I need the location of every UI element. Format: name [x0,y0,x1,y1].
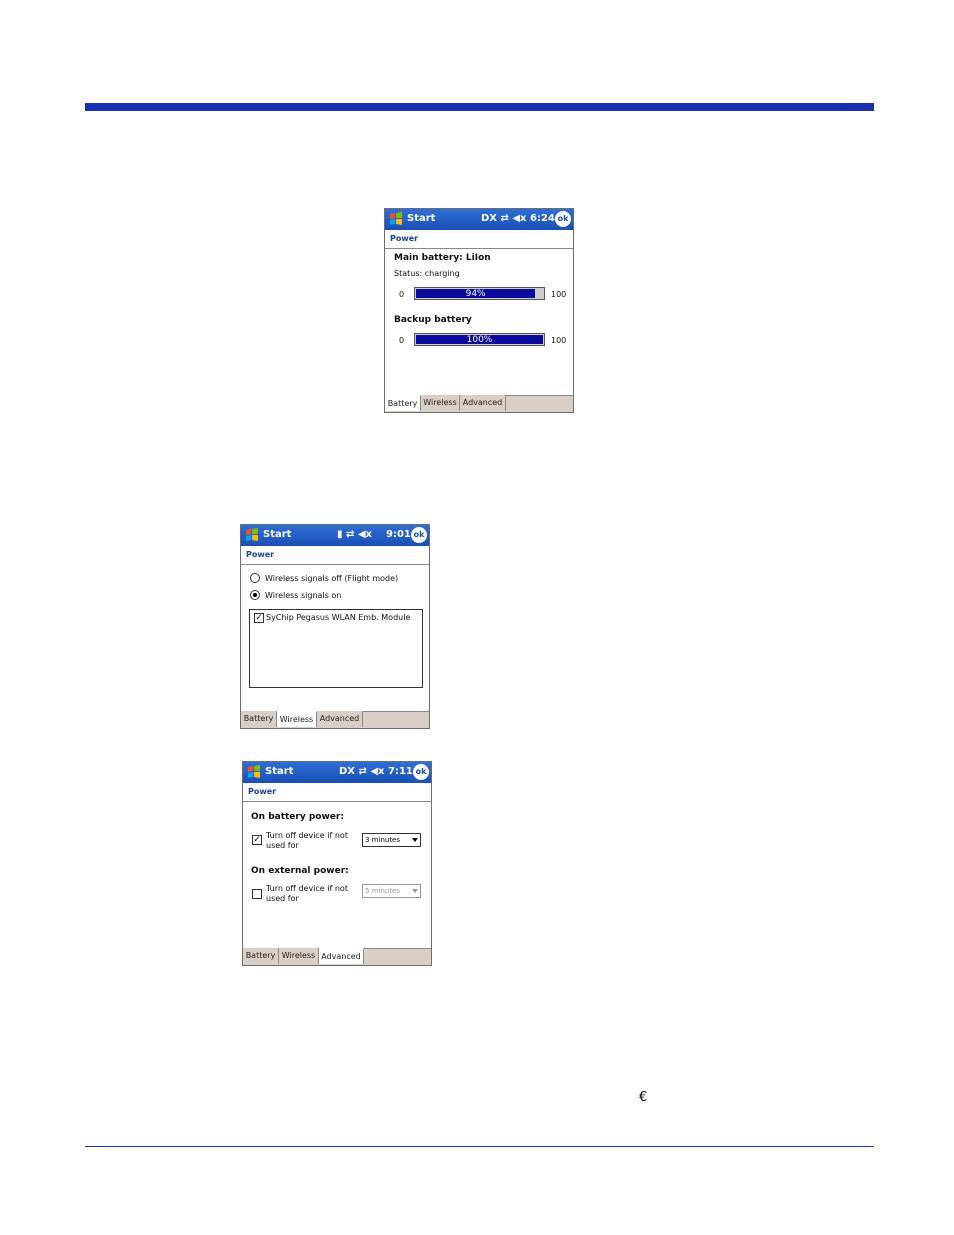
clock[interactable]: 7:11 [388,766,413,777]
windows-logo-icon[interactable] [388,211,404,227]
tab-wireless[interactable]: Wireless [279,948,319,964]
tab-advanced[interactable]: Advanced [317,711,363,727]
ok-button[interactable]: ok [413,764,429,780]
tab-bar [385,395,573,412]
status-icons[interactable]: DX ⇄ ◀x [481,213,527,224]
start-label[interactable]: Start [407,213,436,224]
radio-wireless-on-label[interactable]: Wireless signals on [265,591,342,600]
radio-wireless-on[interactable] [250,590,260,600]
title-bar [241,525,429,546]
start-label[interactable]: Start [263,529,292,540]
title-bar [385,209,573,230]
backup-min: 0 [399,336,405,345]
heading-text: Power [390,234,419,243]
main-battery-label: Main battery: LiIon [394,253,491,263]
external-turnoff-checkbox[interactable] [252,889,262,899]
external-timeout-value: 5 minutes [365,887,401,895]
footer-rule [85,1146,874,1147]
clock[interactable]: 6:24 [530,213,555,224]
main-max: 100 [551,290,567,299]
start-label[interactable]: Start [265,766,294,777]
main-min: 0 [399,290,405,299]
tab-wireless[interactable]: Wireless [277,711,317,727]
tab-bar [241,711,429,728]
windows-logo-icon[interactable] [246,764,262,780]
main-battery-fill: 94% [416,289,535,298]
chevron-down-icon[interactable] [412,889,418,893]
page-heading [385,230,573,249]
header-rule [85,103,874,111]
title-bar [243,762,431,783]
tab-battery[interactable]: Battery [241,711,277,727]
radio-wireless-off[interactable] [250,573,260,583]
status-icons[interactable]: ▮ ⇄ ◀x [337,529,372,540]
device-checkbox[interactable]: ✓ [255,613,263,623]
device-list[interactable] [249,609,423,688]
heading-text: Power [246,550,275,559]
backup-battery-fill: 100% [416,335,543,344]
tab-battery[interactable]: Battery [385,395,421,411]
main-battery-bar [414,287,545,300]
battery-power-header: On battery power: [251,812,344,822]
backup-max: 100 [551,336,567,345]
tab-battery[interactable]: Battery [243,948,279,964]
tab-wireless[interactable]: Wireless [421,395,460,411]
device-label[interactable]: SyChip Pegasus WLAN Emb. Module [266,613,411,622]
battery-status: Status: charging [394,269,460,278]
battery-turnoff-label[interactable]: Turn off device if not used for [266,831,348,850]
advanced-screen [242,761,432,966]
ok-button[interactable]: ok [555,211,571,227]
battery-timeout-value: 3 minutes [365,836,401,844]
windows-logo-icon[interactable] [244,527,260,543]
backup-battery-bar [414,333,545,346]
chevron-down-icon[interactable] [412,838,418,842]
euro-symbol: € [639,1090,648,1105]
tab-bar [243,948,431,965]
battery-timeout-select[interactable] [362,833,421,847]
clock[interactable]: 9:01 [386,529,411,540]
external-power-header: On external power: [251,866,349,876]
tab-advanced[interactable]: Advanced [460,395,506,411]
page-heading [243,783,431,802]
radio-wireless-off-label[interactable]: Wireless signals off (Flight mode) [265,574,399,583]
heading-text: Power [248,787,277,796]
external-turnoff-label[interactable]: Turn off device if not used for [266,884,348,903]
wireless-screen [240,524,430,729]
battery-turnoff-checkbox[interactable]: ✓ [253,835,261,845]
page-heading [241,546,429,565]
backup-battery-label: Backup battery [394,315,472,325]
tab-advanced[interactable]: Advanced [319,948,364,964]
external-timeout-select[interactable] [362,884,421,898]
ok-button[interactable]: ok [411,527,427,543]
battery-screen [384,208,574,413]
status-icons[interactable]: DX ⇄ ◀x [339,766,385,777]
